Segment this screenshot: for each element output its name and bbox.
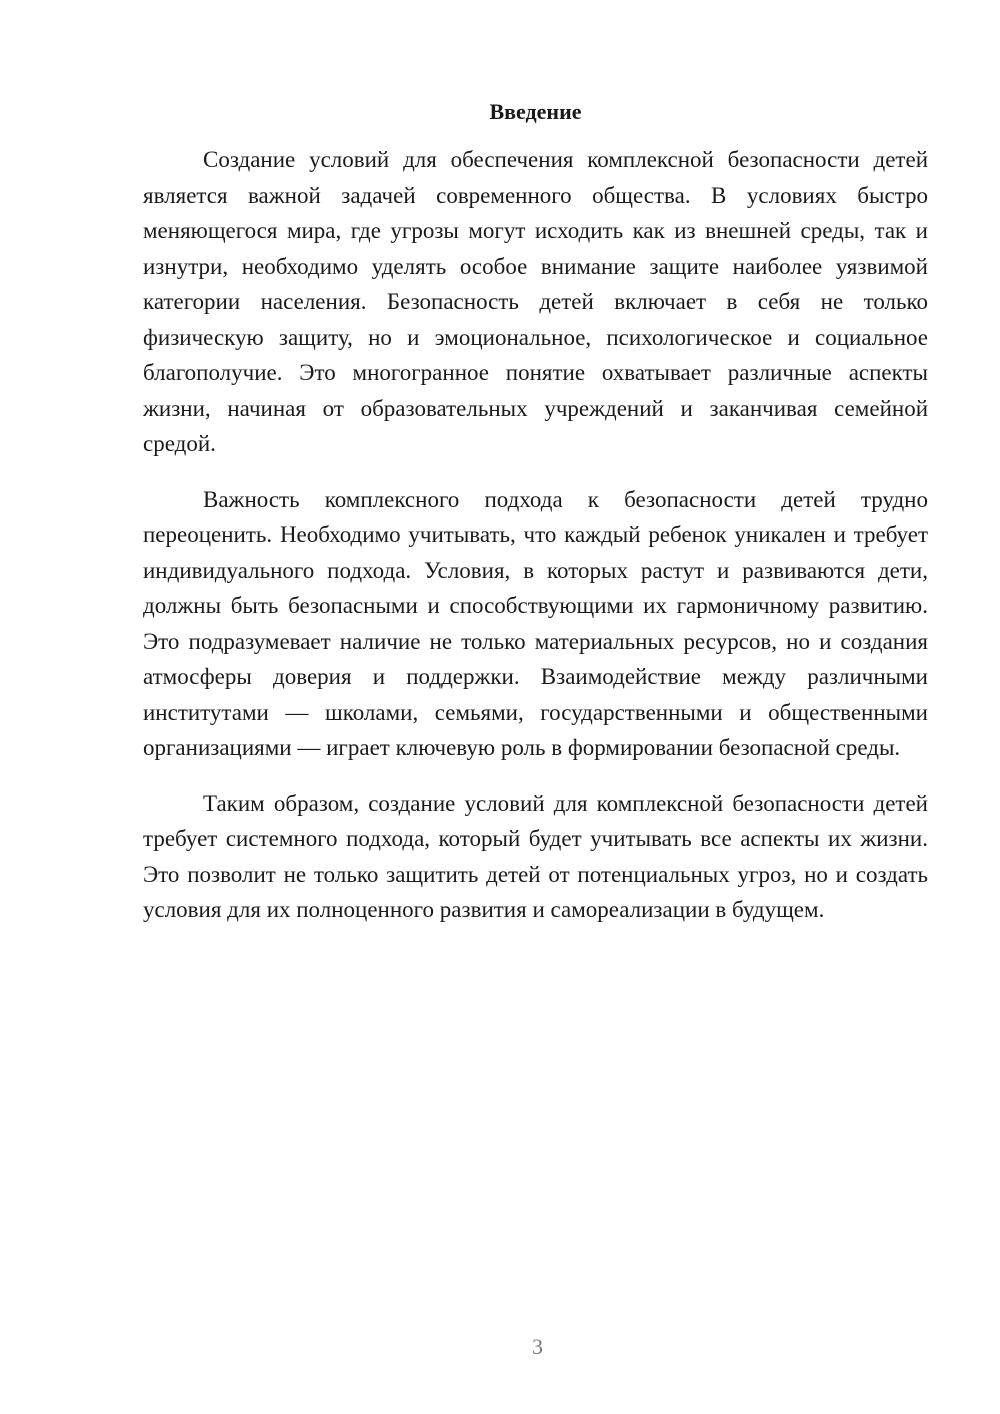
- paragraph-3: Таким образом, создание условий для комплексной безопасности детей требует системного подхода, который будет учитывать все аспекты их жизни. Это позволит не только защитить детей от потенциальных угроз, но и создать условия для их полноценного развития и самореализации в будущем.: [143, 790, 928, 922]
- body-text: [143, 142, 928, 948]
- section-heading: Введение: [489, 99, 582, 124]
- paragraph-1: Создание условий для обеспечения комплексной безопасности детей является важной задачей современного общества. В условиях быстро меняющегося мира, где угрозы могут исходить как из внешней среды, так и изнутри, необходимо уделять особое внимание защите наиболее уязвимой категории населения. Безопасность детей включает в себя не только физическую защиту, но и эмоциональное, психологическое и социальное благополучие. Это многогранное понятие охватывает различные аспекты жизни, начиная от образовательных учреждений и заканчивая семейной средой.: [143, 147, 928, 456]
- paragraph-2: Важность комплексного подхода к безопасности детей трудно переоценить. Необходимо учитывать, что каждый ребенок уникален и требует индивидуального подхода. Условия, в которых растут и развиваются дети, должны быть безопасными и способствующими их гармоничному развитию. Это подразумевает наличие не только материальных ресурсов, но и создания атмосферы доверия и поддержки. Взаимодействие между различными институтами — школами, семьями, государственными и общественными организациями — играет ключевую роль в формировании безопасной среды.: [143, 486, 928, 760]
- page-number: 3: [532, 1334, 543, 1359]
